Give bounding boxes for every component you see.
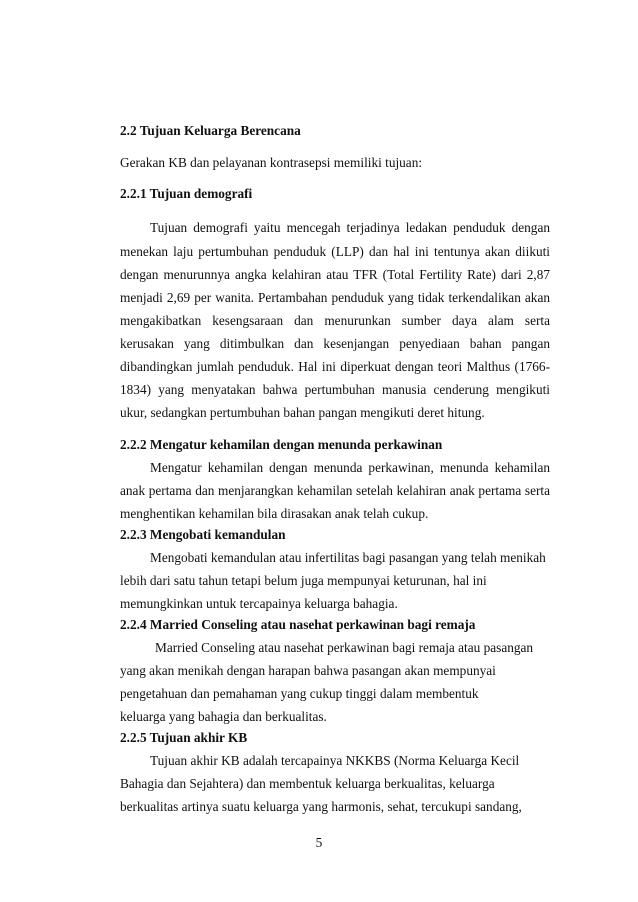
paragraph-line: anak pertama dan menjarangkan kehamilan setelah kelahiran anak pertama serta bbox=[120, 483, 550, 498]
paragraph-line: dibandingkan jumlah penduduk. Hal ini diperkuat dengan teori Malthus (1766- bbox=[120, 359, 550, 374]
paragraph-line: Mengatur kehamilan dengan menunda perkawinan, menunda kehamilan bbox=[150, 460, 550, 475]
paragraph-line: Bahagia dan Sejahtera) dan membentuk keluarga berkualitas, keluarga bbox=[120, 776, 495, 791]
paragraph-line: Married Conseling atau nasehat perkawinan bagi remaja atau pasangan bbox=[155, 640, 534, 655]
intro-text: Gerakan KB dan pelayanan kontrasepsi memiliki tujuan: bbox=[120, 155, 423, 170]
paragraph-line: 1834) yang menyatakan bahwa pertumbuhan manusia cenderung mengikuti bbox=[120, 382, 550, 397]
heading-2-2: 2.2 Tujuan Keluarga Berencana bbox=[120, 123, 301, 138]
paragraph-line: ukur, sedangkan pertumbuhan bahan pangan mengikuti deret hitung. bbox=[120, 405, 485, 420]
paragraph-line: menjadi 2,69 per wanita. Pertambahan penduduk yang tidak terkendalikan akan bbox=[120, 290, 550, 305]
paragraph-line: Tujuan demografi yaitu mencegah terjadinya ledakan penduduk dengan bbox=[150, 220, 550, 235]
paragraph-line: memungkinkan untuk tercapainya keluarga bahagia. bbox=[120, 596, 398, 611]
heading-2-2-4: 2.2.4 Married Conseling atau nasehat perkawinan bagi remaja bbox=[120, 617, 476, 632]
page-number: 5 bbox=[315, 835, 323, 850]
paragraph-line: mengakibatkan kesengsaraan dan menurunkan sumber daya alam serta bbox=[120, 313, 550, 328]
heading-2-2-3: 2.2.3 Mengobati kemandulan bbox=[120, 527, 286, 542]
paragraph-line: Tujuan akhir KB adalah tercapainya NKKBS (Norma Keluarga Kecil bbox=[150, 753, 520, 768]
heading-2-2-2: 2.2.2 Mengatur kehamilan dengan menunda perkawinan bbox=[120, 437, 443, 452]
paragraph-line: lebih dari satu tahun tetapi belum juga mempunyai keturunan, hal ini bbox=[120, 573, 487, 588]
paragraph-line: berkualitas artinya suatu keluarga yang harmonis, sehat, tercukupi sandang, bbox=[120, 799, 522, 814]
paragraph-line: pengetahuan dan pemahaman yang cukup tinggi dalam membentuk bbox=[120, 686, 479, 701]
heading-2-2-1: 2.2.1 Tujuan demografi bbox=[120, 186, 253, 201]
paragraph-line: Mengobati kemandulan atau infertilitas bagi pasangan yang telah menikah bbox=[150, 550, 546, 565]
paragraph-line: menghentikan kehamilan bila dirasakan anak telah cukup. bbox=[120, 506, 429, 521]
paragraph-line: yang akan menikah dengan harapan bahwa pasangan akan mempunyai bbox=[120, 663, 496, 678]
heading-2-2-5: 2.2.5 Tujuan akhir KB bbox=[120, 730, 248, 745]
paragraph-line: keluarga yang bahagia dan berkualitas. bbox=[120, 709, 327, 724]
paragraph-line: kerusakan yang ditimbulkan dan kesenjangan penyediaan bahan pangan bbox=[120, 336, 550, 351]
paragraph-line: menekan laju pertumbuhan penduduk (LLP) dan hal ini tentunya akan diikuti bbox=[120, 244, 550, 259]
paragraph-line: dengan menurunnya angka kelahiran atau TFR (Total Fertility Rate) dari 2,87 bbox=[120, 267, 550, 282]
